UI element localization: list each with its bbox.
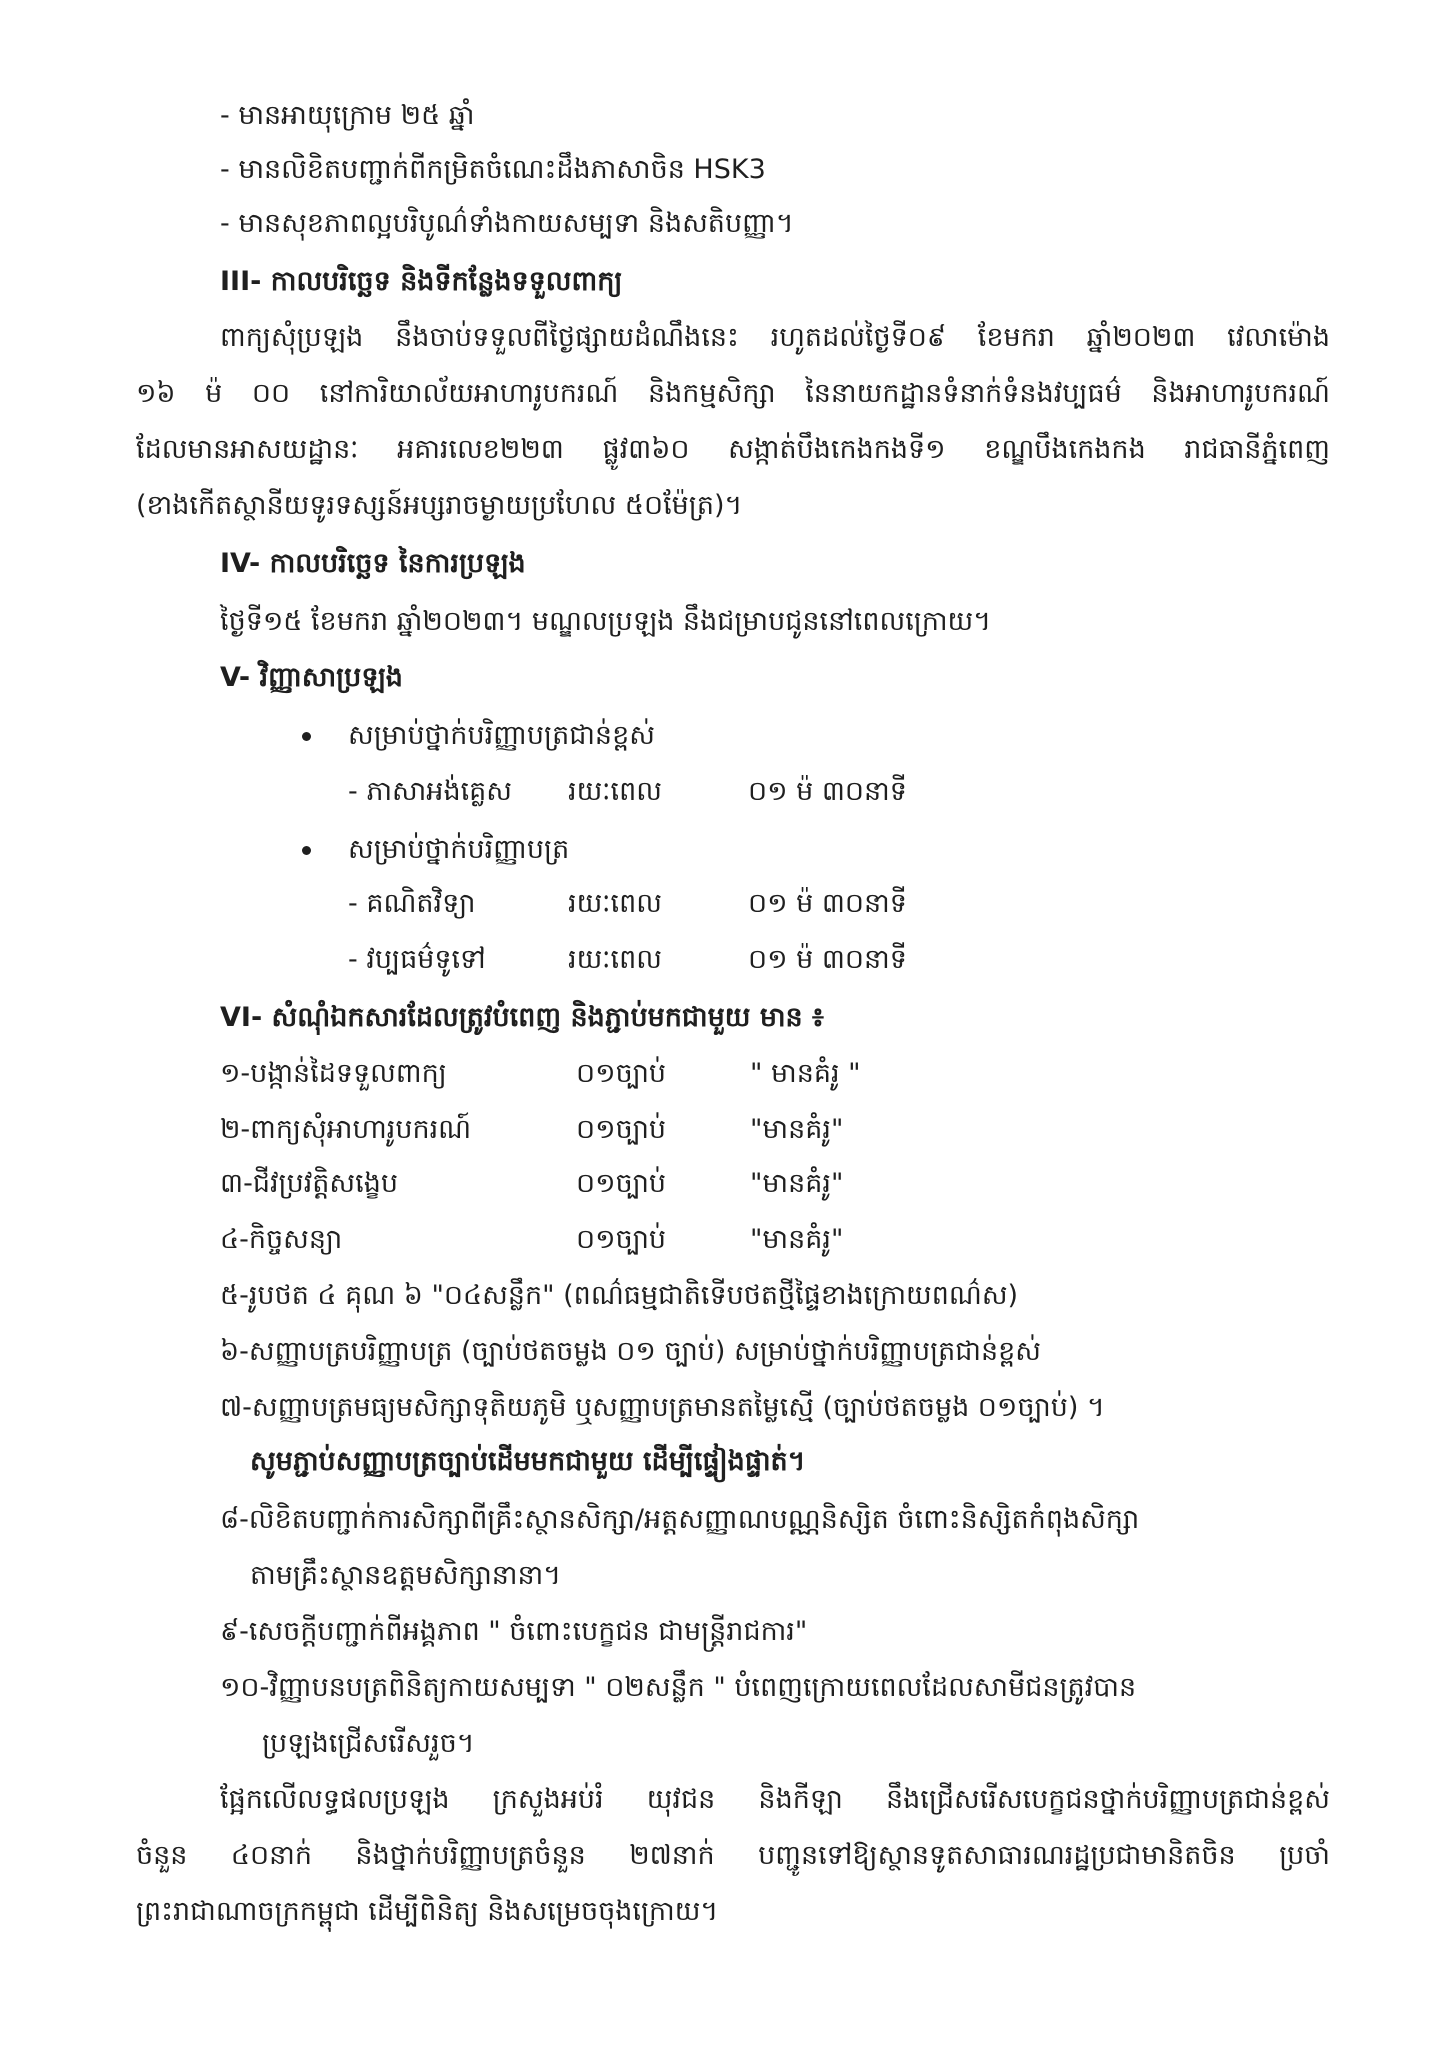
document-note: " មានគំរូ "	[750, 1058, 861, 1089]
document-note: "មានគំរូ"	[750, 1168, 844, 1199]
eligibility-health: - មានសុខភាពល្អបរិបូណ៌ទាំងកាយសម្បទា និងសតិបញ្ញា។	[220, 208, 794, 239]
document-item-8: ៨-លិខិតបញ្ជាក់ការសិក្សាពីគ្រឹះស្ថានសិក្សា/អត្តសញ្ញាណបណ្ណនិស្សិត ចំពោះនិស្សិតកំពុងសិក្សា	[220, 1504, 1140, 1535]
eligibility-age: - មានអាយុក្រោម ២៥ ឆ្នាំ	[220, 100, 475, 131]
section-4-text: ថ្ងៃទី១៥ ខែមករា ឆ្នាំ២០២៣។ មណ្ឌលប្រឡង នឹងជម្រាបជូននៅពេលក្រោយ។	[220, 606, 992, 637]
document-note: "មានគំរូ"	[750, 1114, 844, 1145]
exam-duration-value: ០១ ម៉ ៣០នាទី	[748, 776, 907, 807]
document-note: "មានគំរូ"	[750, 1224, 844, 1255]
eligibility-certificate: - មានលិខិតបញ្ជាក់ពីកម្រិតចំណេះដឹងភាសាចិន HSK3	[220, 154, 766, 185]
document-item-7-note: សូមភ្ជាប់សញ្ញាបត្រច្បាប់ដើមមកជាមួយ ដើម្បីផ្ទៀងផ្ទាត់។	[250, 1446, 806, 1477]
exam-subject-name: - គណិតវិទ្យា	[348, 888, 476, 919]
section-3-line-4: (ខាងកើតស្ថានីយទូរទស្សន៍អប្សរាចម្ងាយប្រហែល ៥០ម៉ែត្រ)។	[136, 490, 743, 521]
document-item-8-cont: តាមគ្រឹះស្ថានឧត្តមសិក្សានានា។	[250, 1560, 562, 1591]
document-quantity: ០១ច្បាប់	[576, 1224, 667, 1255]
section-6-heading: VI- សំណុំឯកសារដែលត្រូវបំពេញ និងភ្ជាប់មកជាមួយ មាន ៖	[220, 1002, 824, 1033]
section-3-line-1: ពាក្យសុំប្រឡង នឹងចាប់ទទួលពីថ្ងៃផ្សាយដំណឹងនេះ រហូតដល់ថ្ងៃទី០៩ ខែមករា ឆ្នាំ២០២៣ វេលាម៉ោង	[220, 322, 1330, 353]
section-3-heading: III- កាលបរិច្ឆេទ និងទីកន្លែងទទួលពាក្យ	[220, 266, 623, 297]
document-name: ២-ពាក្យសុំអាហារូបករណ៍	[220, 1114, 472, 1145]
document-item-9: ៩-សេចក្តីបញ្ជាក់ពីអង្គភាព " ចំពោះបេក្ខជន ជាមន្រ្តីរាជការ"	[220, 1616, 808, 1647]
exam-group-title: សម្រាប់ថ្នាក់បរិញ្ញាបត្រជាន់ខ្ពស់	[348, 720, 655, 751]
bullet-point	[302, 732, 311, 741]
document-item-5: ៥-រូបថត ៤ គុណ ៦ "០៤សន្លឹក" (ពណ៌ធម្មជាតិទើបថតថ្មីផ្ទៃខាងក្រោយពណ៌ស)	[220, 1280, 1019, 1311]
document-item-10-cont: ប្រឡងជ្រើសរើសរួច។	[262, 1728, 475, 1759]
bullet-point	[302, 846, 311, 855]
section-3-line-2: ១៦ ម៉ ០០ នៅការិយាល័យអាហារូបករណ៍ និងកម្មសិក្សា នៃនាយកដ្ឋានទំនាក់ទំនងវប្បធម៌ និងអាហារូបករណ៍	[136, 378, 1330, 409]
closing-line-1: ផ្អែកលើលទ្ធផលប្រឡង ក្រសួងអប់រំ យុវជន និងកីឡា នឹងជ្រើសរើសបេក្ខជនថ្នាក់បរិញ្ញាបត្រជាន់ខ្ពស់	[220, 1784, 1330, 1815]
document-name: ១-បង្កាន់ដៃទទួលពាក្យ	[220, 1058, 447, 1089]
document-item-6: ៦-សញ្ញាបត្របរិញ្ញាបត្រ (ច្បាប់ថតចម្លង ០១ ច្បាប់) សម្រាប់ថ្នាក់បរិញ្ញាបត្រជាន់ខ្ពស់	[220, 1336, 1041, 1367]
exam-duration-label: រយៈពេល	[568, 944, 662, 975]
document-item-10: ១០-វិញ្ញាបនបត្រពិនិត្យកាយសម្បទា " ០២សន្លឹក " បំពេញក្រោយពេលដែលសាមីជនត្រូវបាន	[220, 1672, 1137, 1703]
section-3-line-3: ដែលមានអាសយដ្ឋានៈ អគារលេខ២២៣ ផ្លូវ៣៦០ សង្កាត់បឹងកេងកងទី១ ខណ្ឌបឹងកេងកង រាជធានីភ្នំពេញ	[136, 434, 1330, 465]
exam-duration-value: ០១ ម៉ ៣០នាទី	[748, 944, 907, 975]
section-5-heading: V- វិញ្ញាសាប្រឡង	[220, 662, 403, 693]
exam-duration-label: រយៈពេល	[568, 888, 662, 919]
document-name: ៤-កិច្ចសន្យា	[220, 1224, 343, 1255]
exam-duration-value: ០១ ម៉ ៣០នាទី	[748, 888, 907, 919]
closing-line-2: ចំនួន ៤០នាក់ និងថ្នាក់បរិញ្ញាបត្រចំនួន ២៧នាក់ បញ្ជូនទៅឱ្យស្ថានទូតសាធារណរដ្ឋប្រជាមានិតចិន ប្រចាំ	[136, 1840, 1330, 1871]
exam-subject-name: - ភាសាអង់គ្លេស	[348, 776, 513, 807]
document-quantity: ០១ច្បាប់	[576, 1168, 667, 1199]
exam-duration-label: រយៈពេល	[568, 776, 662, 807]
section-4-heading: IV- កាលបរិច្ឆេទ នៃការប្រឡង	[220, 548, 526, 579]
document-quantity: ០១ច្បាប់	[576, 1114, 667, 1145]
document-name: ៣-ជីវប្រវត្តិសង្ខេប	[220, 1168, 398, 1199]
document-quantity: ០១ច្បាប់	[576, 1058, 667, 1089]
exam-subject-name: - វប្បធម៌ទូទៅ	[348, 944, 486, 975]
document-item-7: ៧-សញ្ញាបត្រមធ្យមសិក្សាទុតិយភូមិ ឬសញ្ញាបត្រមានតម្លៃស្មើ (ច្បាប់ថតចម្លង ០១ច្បាប់) ។	[220, 1392, 1105, 1423]
exam-group-title: សម្រាប់ថ្នាក់បរិញ្ញាបត្រ	[348, 834, 570, 865]
closing-line-3: ព្រះរាជាណាចក្រកម្ពុជា ដើម្បីពិនិត្យ និងសម្រេចចុងក្រោយ។	[136, 1896, 719, 1927]
